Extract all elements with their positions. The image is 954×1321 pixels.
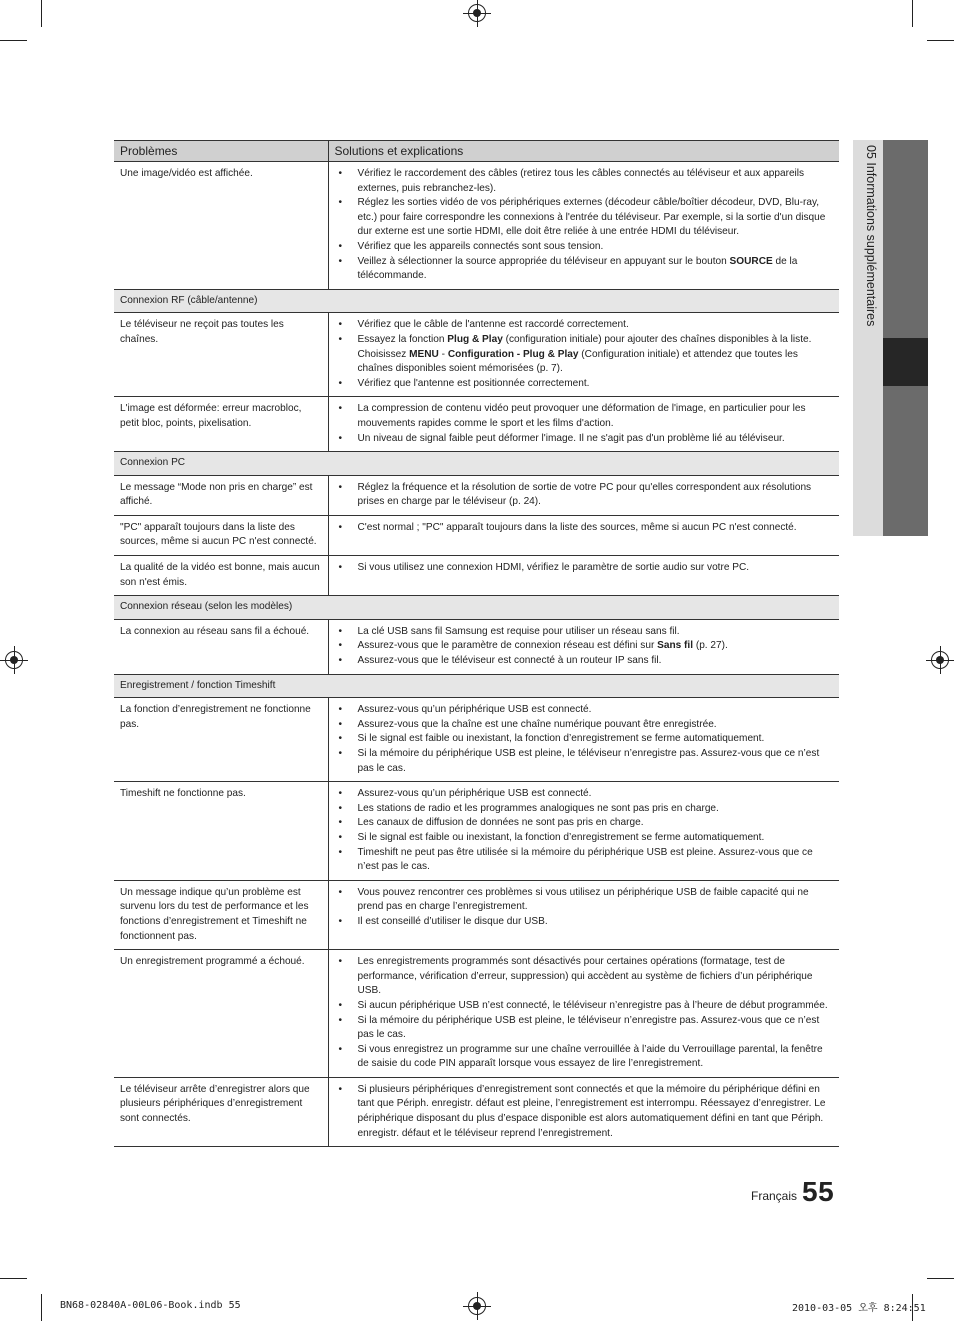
problem-cell: La connexion au réseau sans fil a échoué.	[114, 619, 328, 674]
table-row	[114, 397, 839, 452]
crop-mark	[0, 1278, 27, 1279]
table-row	[114, 950, 839, 1078]
registration-mark-icon	[468, 4, 486, 22]
solution-list	[335, 402, 834, 446]
problem-cell: Timeshift ne fonctionne pas.	[114, 782, 328, 881]
solution-item: • Réglez les sorties vidéo de vos périphériques externes (décodeur câble/boîtier décodeur, DVD, Blu-ray, etc.) pour faire correspondre les connexions à l'entrée du téléviseur. Par exemple, si la sortie d'un disque dur externe est une sortie HDMI, elle doit être reliée à une entrée HDMI du téléviseur.	[335, 196, 834, 240]
solution-item: • Si vous utilisez une connexion HDMI, vérifiez le paramètre de sortie audio sur votre PC.	[335, 561, 834, 576]
solution-item: • La compression de contenu vidéo peut provoquer une déformation de l'image, en particulier pour les mouvements rapides comme le sport et les films d'action.	[335, 402, 834, 431]
solution-item: • Un niveau de signal faible peut déformer l'image. Il ne s'agit pas d'un problème lié au téléviseur.	[335, 432, 834, 447]
solution-cell	[328, 698, 839, 782]
solution-item: • Les enregistrements programmés sont désactivés pour certaines opérations (formatage, test de performance, vérification d’erreur, suppression) qui accèdent au système de fichiers d’un périphérique USB.	[335, 955, 834, 999]
solution-item: • Assurez-vous qu’un périphérique USB est connecté.	[335, 703, 834, 718]
section-heading: Connexion RF (câble/antenne)	[114, 289, 839, 313]
table-row	[114, 1077, 839, 1146]
crop-mark	[927, 1278, 954, 1279]
solution-cell	[328, 782, 839, 881]
solution-list	[335, 625, 834, 669]
solution-item: • Timeshift ne peut pas être utilisée si la mémoire du périphérique USB est pleine. Assurez-vous que ce n’est pas le cas.	[335, 846, 834, 875]
solution-item: • Les canaux de diffusion de données ne sont pas pris en charge.	[335, 816, 834, 831]
table-header-row	[114, 141, 839, 162]
table-row	[114, 880, 839, 949]
table-row	[114, 556, 839, 596]
section-heading: Enregistrement / fonction Timeshift	[114, 674, 839, 698]
solution-list	[335, 167, 834, 284]
solution-item: • Vérifiez que le câble de l'antenne est raccordé correctement.	[335, 318, 834, 333]
crop-mark	[41, 1294, 42, 1321]
solution-cell	[328, 619, 839, 674]
page-number: 55	[802, 1176, 835, 1207]
solution-cell	[328, 556, 839, 596]
solution-item: • Assurez-vous qu’un périphérique USB est connecté.	[335, 787, 834, 802]
solution-cell	[328, 880, 839, 949]
solution-item: • Si aucun périphérique USB n’est connecté, le téléviseur n’enregistre pas à l’heure de début programmée.	[335, 999, 834, 1014]
solution-item: • Vérifiez le raccordement des câbles (retirez tous les câbles connectés au téléviseur et aux appareils externes, puis rebranchez-les).	[335, 167, 834, 196]
problem-cell: La fonction d’enregistrement ne fonctionne pas.	[114, 698, 328, 782]
solution-cell	[328, 1077, 839, 1146]
solution-cell	[328, 397, 839, 452]
print-file-info: BN68-02840A-00L06-Book.indb 55	[60, 1300, 241, 1311]
header-solutions: Solutions et explications	[328, 141, 839, 162]
problem-cell: L'image est déformée: erreur macrobloc, petit bloc, points, pixelisation.	[114, 397, 328, 452]
solution-item: • Si le signal est faible ou inexistant, la fonction d’enregistrement se ferme automatiquement.	[335, 732, 834, 747]
solution-item: • Assurez-vous que la chaîne est une chaîne numérique pouvant être enregistrée.	[335, 718, 834, 733]
solution-item: • Les stations de radio et les programmes analogiques ne sont pas pris en charge.	[335, 802, 834, 817]
solution-item: • Vérifiez que l'antenne est positionnée correctement.	[335, 377, 834, 392]
table-row	[114, 619, 839, 674]
solution-list	[335, 955, 834, 1072]
crop-mark	[912, 0, 913, 27]
solution-item: • Si la mémoire du périphérique USB est pleine, le téléviseur n’enregistre pas. Assurez-vous que ce n’est pas le cas.	[335, 747, 834, 776]
solution-item: • Si plusieurs périphériques d’enregistrement sont connectés et que la mémoire du périphérique défini en tant que Périph. enregistr. défaut est pleine, l’enregistrement est interrompu. Réessayez d’enregistrer. Le périphérique disposant du plus d’espace disponible est alors automatiquement défini en tant que Périph. enregistr. défaut et le téléviseur reprend l’enregistrement.	[335, 1083, 834, 1141]
problem-cell: Une image/vidéo est affichée.	[114, 162, 328, 290]
solution-item: • Si vous enregistrez un programme sur une chaîne verrouillée à l’aide du Verrouillage parental, la fenêtre de saisie du code PIN apparaît lorsque vous essayez de lire l’enregistrement.	[335, 1043, 834, 1072]
problem-cell: "PC" apparaît toujours dans la liste des sources, même si aucun PC n'est connecté.	[114, 515, 328, 555]
solution-item: • Vous pouvez rencontrer ces problèmes si vous utilisez un périphérique USB de faible capacité qui ne prend pas en charge l’enregistrement.	[335, 886, 834, 915]
solution-item: • Vérifiez que les appareils connectés sont sous tension.	[335, 240, 834, 255]
section-row	[114, 596, 839, 620]
solution-item: • Si le signal est faible ou inexistant, la fonction d’enregistrement se ferme automatiquement.	[335, 831, 834, 846]
table-row	[114, 313, 839, 397]
section-heading: Connexion réseau (selon les modèles)	[114, 596, 839, 620]
solution-list	[335, 787, 834, 875]
crop-mark	[41, 0, 42, 27]
registration-mark-icon	[5, 651, 23, 669]
solution-cell	[328, 950, 839, 1078]
solution-item: • Si la mémoire du périphérique USB est pleine, le téléviseur n’enregistre pas. Assurez-vous que ce n’est pas le cas.	[335, 1014, 834, 1043]
section-row	[114, 674, 839, 698]
crop-mark	[0, 40, 27, 41]
table-body	[114, 162, 839, 1147]
table-row	[114, 475, 839, 515]
problem-cell: Le téléviseur ne reçoit pas toutes les chaînes.	[114, 313, 328, 397]
problem-cell: La qualité de la vidéo est bonne, mais aucun son n'est émis.	[114, 556, 328, 596]
solution-list	[335, 1083, 834, 1141]
header-problems: Problèmes	[114, 141, 328, 162]
problem-cell: Un message indique qu’un problème est survenu lors du test de performance et les fonctions d’enregistrement et Timeshift ne fonctionnent pas.	[114, 880, 328, 949]
section-row	[114, 452, 839, 476]
chapter-tab-marker	[883, 338, 928, 386]
solution-item: • Réglez la fréquence et la résolution de sortie de votre PC pour qu'elles correspondent aux résolutions prises en charge par le téléviseur (p. 24).	[335, 481, 834, 510]
solution-item: • Essayez la fonction Plug & Play (configuration initiale) pour ajouter des chaînes disponibles à la liste. Choisissez MENU - Configuration - Plug & Play (Configuration initiale) et attendez que toutes les chaînes disponibles soient mémorisées (p. 7).	[335, 333, 834, 377]
problem-cell: Un enregistrement programmé a échoué.	[114, 950, 328, 1078]
troubleshooting-table	[114, 140, 839, 1147]
registration-mark-icon	[468, 1297, 486, 1315]
solution-cell	[328, 313, 839, 397]
problem-cell: Le téléviseur arrête d’enregistrer alors que plusieurs périphériques d’enregistrement sont connectés.	[114, 1077, 328, 1146]
table-row	[114, 162, 839, 290]
print-timestamp: 2010-03-05 오후 8:24:51	[792, 1303, 926, 1314]
section-row	[114, 289, 839, 313]
solution-item: • Veillez à sélectionner la source appropriée du téléviseur en appuyant sur le bouton SOURCE de la télécommande.	[335, 255, 834, 284]
solution-item: • Assurez-vous que le téléviseur est connecté à un routeur IP sans fil.	[335, 654, 834, 669]
solution-item: • C'est normal ; "PC" apparaît toujours dans la liste des sources, même si aucun PC n'est connecté.	[335, 521, 834, 536]
solution-list	[335, 703, 834, 776]
solution-list	[335, 886, 834, 930]
table-row	[114, 782, 839, 881]
footer-language: Français	[751, 1189, 798, 1203]
solution-list	[335, 561, 834, 576]
solution-cell	[328, 475, 839, 515]
solution-item: • Assurez-vous que le paramètre de connexion réseau est défini sur Sans fil (p. 27).	[335, 639, 834, 654]
table-row	[114, 515, 839, 555]
solution-list	[335, 318, 834, 391]
solution-list	[335, 521, 834, 536]
chapter-label: 05 Informations supplémentaires	[864, 145, 878, 327]
solution-item: • Il est conseillé d’utiliser le disque dur USB.	[335, 915, 834, 930]
solution-item: • La clé USB sans fil Samsung est requise pour utiliser un réseau sans fil.	[335, 625, 834, 640]
table-row	[114, 698, 839, 782]
solution-cell	[328, 515, 839, 555]
crop-mark	[927, 40, 954, 41]
problem-cell: Le message “Mode non pris en charge” est affiché.	[114, 475, 328, 515]
solution-list	[335, 481, 834, 510]
solution-cell	[328, 162, 839, 290]
section-heading: Connexion PC	[114, 452, 839, 476]
registration-mark-icon	[931, 651, 949, 669]
